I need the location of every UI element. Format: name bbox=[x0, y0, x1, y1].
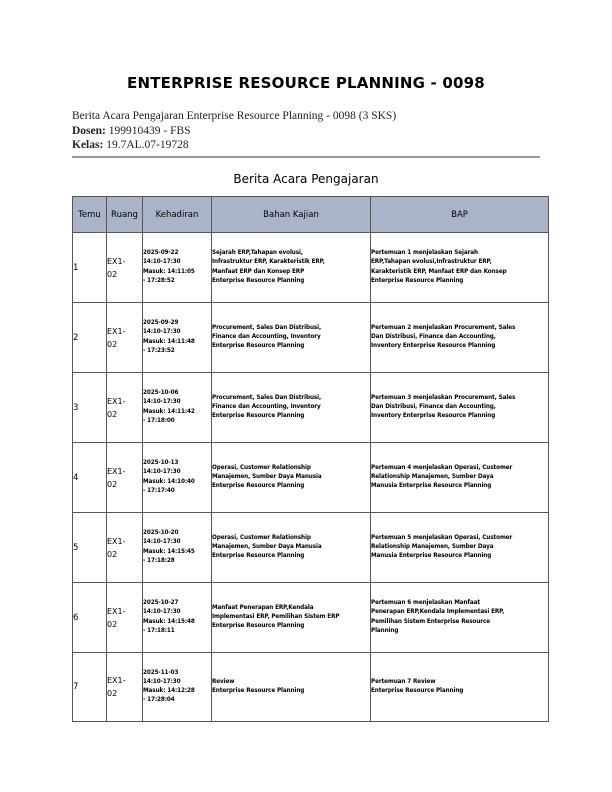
table-row bbox=[73, 443, 549, 513]
bap-text: Pertemuan 6 menjelaskan Manfaat Penerapan ERP,Kendala Implementasi ERP, Pemilihan Sistem Enterprise Resource Planning bbox=[371, 600, 505, 634]
ruang-text: EX1- 02 bbox=[107, 396, 126, 419]
cell-bap bbox=[371, 653, 549, 722]
header-ruang: Ruang bbox=[107, 197, 143, 233]
kehadiran-text: 2025-10-27 14:10-17:30 Masuk: 14:15:48 - 17:18:11 bbox=[143, 600, 195, 634]
cell-bahan-kajian bbox=[212, 303, 371, 373]
kelas-label: Kelas: bbox=[72, 139, 104, 151]
cell-ruang bbox=[107, 583, 143, 653]
dosen-label: Dosen: bbox=[72, 124, 106, 137]
bap-text: Pertemuan 4 menjelaskan Operasi, Customer Relationship Manajemen, Sumber Daya Manusia Enterprise Resource Planning bbox=[371, 464, 513, 490]
kelas-value: 19.7AL.07-19728 bbox=[106, 139, 189, 151]
cell-bap bbox=[371, 303, 549, 373]
cell-ruang bbox=[107, 303, 143, 373]
cell-bap bbox=[371, 233, 549, 303]
table-title: Berita Acara Pengajaran bbox=[233, 172, 379, 186]
cell-bahan-kajian bbox=[212, 233, 371, 303]
cell-bap bbox=[371, 373, 549, 443]
cell-kehadiran bbox=[143, 583, 212, 653]
ruang-text: EX1- 02 bbox=[107, 606, 126, 629]
cell-kehadiran bbox=[143, 233, 212, 303]
header-bahan-kajian: Bahan Kajian bbox=[212, 197, 371, 233]
table-row bbox=[73, 373, 549, 443]
cell-temu: 2 bbox=[73, 303, 107, 373]
cell-temu: 1 bbox=[73, 233, 107, 303]
kehadiran-text: 2025-09-29 14:10-17:30 Masuk: 14:11:48 - 17:23:52 bbox=[143, 320, 195, 354]
attendance-table bbox=[72, 196, 549, 722]
ruang-text: EX1- 02 bbox=[107, 256, 126, 279]
header-kehadiran: Kehadiran bbox=[143, 197, 212, 233]
bap-text: Pertemuan 7 Review Enterprise Resource Planning bbox=[371, 678, 464, 694]
cell-bap bbox=[371, 443, 549, 513]
cell-temu: 6 bbox=[73, 583, 107, 653]
cell-kehadiran bbox=[143, 373, 212, 443]
ruang-text: EX1- 02 bbox=[107, 676, 126, 698]
bap-text: Pertemuan 3 menjelaskan Procurement, Sales Dan Distribusi, Finance dan Accounting, Inventory Enterprise Resource Planning bbox=[371, 394, 516, 420]
cell-temu: 4 bbox=[73, 443, 107, 513]
table-row bbox=[73, 303, 549, 373]
bahan-text: Procurement, Sales Dan Distribusi, Finance dan Accounting, Inventory Enterprise Resource Planning bbox=[212, 394, 322, 420]
course-info bbox=[72, 109, 396, 153]
kelas-line bbox=[72, 138, 396, 153]
cell-bahan-kajian bbox=[212, 513, 371, 583]
bahan-text: Operasi, Customer Relationship Manajemen, Sumber Daya Manusia Enterprise Resource Planning bbox=[212, 464, 322, 490]
cell-temu: 5 bbox=[73, 513, 107, 583]
table-row bbox=[73, 513, 549, 583]
cell-ruang bbox=[107, 233, 143, 303]
table-header-row bbox=[73, 197, 549, 233]
table-row bbox=[73, 233, 549, 303]
bap-text: Pertemuan 1 menjelaskan Sejarah ERP,Tahapan evolusi,Infrastruktur ERP, Karakteristik ERP, Manfaat ERP dan Konsep Enterprise Resource Planning bbox=[371, 250, 507, 284]
kehadiran-text: 2025-11-03 14:10-17:30 Masuk: 14:12:28 - 17:28:04 bbox=[143, 669, 195, 704]
bahan-text: Sejarah ERP,Tahapan evolusi, Infrastruktur ERP, Karakteristik ERP, Manfaat ERP dan Konsep ERP Enterprise Resource Planning bbox=[212, 250, 325, 284]
kehadiran-text: 2025-10-20 14:10-17:30 Masuk: 14:15:45 - 17:18:28 bbox=[143, 530, 195, 564]
kehadiran-text: 2025-10-06 14:10-17:30 Masuk: 14:11:42 - 17:18:00 bbox=[143, 390, 195, 424]
kehadiran-text: 2025-09-22 14:10-17:30 Masuk: 14:11:05 - 17:28:52 bbox=[143, 250, 195, 284]
bahan-text: Operasi, Customer Relationship Manajemen, Sumber Daya Manusia Enterprise Resource Planning bbox=[212, 534, 322, 560]
cell-temu: 7 bbox=[73, 653, 107, 722]
bap-text: Pertemuan 2 menjelaskan Procurement, Sales Dan Distribusi, Finance dan Accounting, Inventory Enterprise Resource Planning bbox=[371, 324, 516, 350]
cell-temu: 3 bbox=[73, 373, 107, 443]
ruang-text: EX1- 02 bbox=[107, 536, 126, 559]
course-subtitle: Berita Acara Pengajaran Enterprise Resource Planning - 0098 (3 SKS) bbox=[72, 110, 397, 122]
cell-bap bbox=[371, 513, 549, 583]
cell-kehadiran bbox=[143, 303, 212, 373]
bahan-text: Procurement, Sales Dan Distribusi, Finance dan Accounting, Inventory Enterprise Resource Planning bbox=[212, 324, 322, 350]
kehadiran-text: 2025-10-13 14:10-17:30 Masuk: 14:10:40 - 17:17:40 bbox=[143, 460, 195, 494]
cell-bahan-kajian bbox=[212, 583, 371, 653]
horizontal-divider bbox=[72, 156, 540, 158]
header-temu: Temu bbox=[73, 197, 107, 233]
cell-ruang bbox=[107, 373, 143, 443]
cell-kehadiran bbox=[143, 443, 212, 513]
cell-ruang bbox=[107, 653, 143, 722]
cell-bahan-kajian bbox=[212, 443, 371, 513]
cell-kehadiran bbox=[143, 513, 212, 583]
ruang-text: EX1- 02 bbox=[107, 466, 126, 489]
table-row bbox=[73, 653, 549, 722]
header-bap: BAP bbox=[371, 197, 549, 233]
dosen-line bbox=[72, 124, 396, 139]
dosen-value: 199910439 - FBS bbox=[108, 124, 191, 137]
cell-bahan-kajian bbox=[212, 373, 371, 443]
cell-ruang bbox=[107, 443, 143, 513]
table-row bbox=[73, 583, 549, 653]
document-title: ENTERPRISE RESOURCE PLANNING - 0098 bbox=[127, 74, 485, 92]
bahan-text: Manfaat Penerapan ERP,Kendala Implementasi ERP, Pemilihan Sistem ERP Enterprise Resource Planning bbox=[212, 604, 340, 630]
cell-bap bbox=[371, 583, 549, 653]
cell-ruang bbox=[107, 513, 143, 583]
ruang-text: EX1- 02 bbox=[107, 326, 126, 349]
cell-kehadiran bbox=[143, 653, 212, 722]
bap-text: Pertemuan 5 menjelaskan Operasi, Customer Relationship Manajemen, Sumber Daya Manusia Enterprise Resource Planning bbox=[371, 534, 513, 560]
bahan-text: Review Enterprise Resource Planning bbox=[212, 678, 305, 694]
cell-bahan-kajian bbox=[212, 653, 371, 722]
